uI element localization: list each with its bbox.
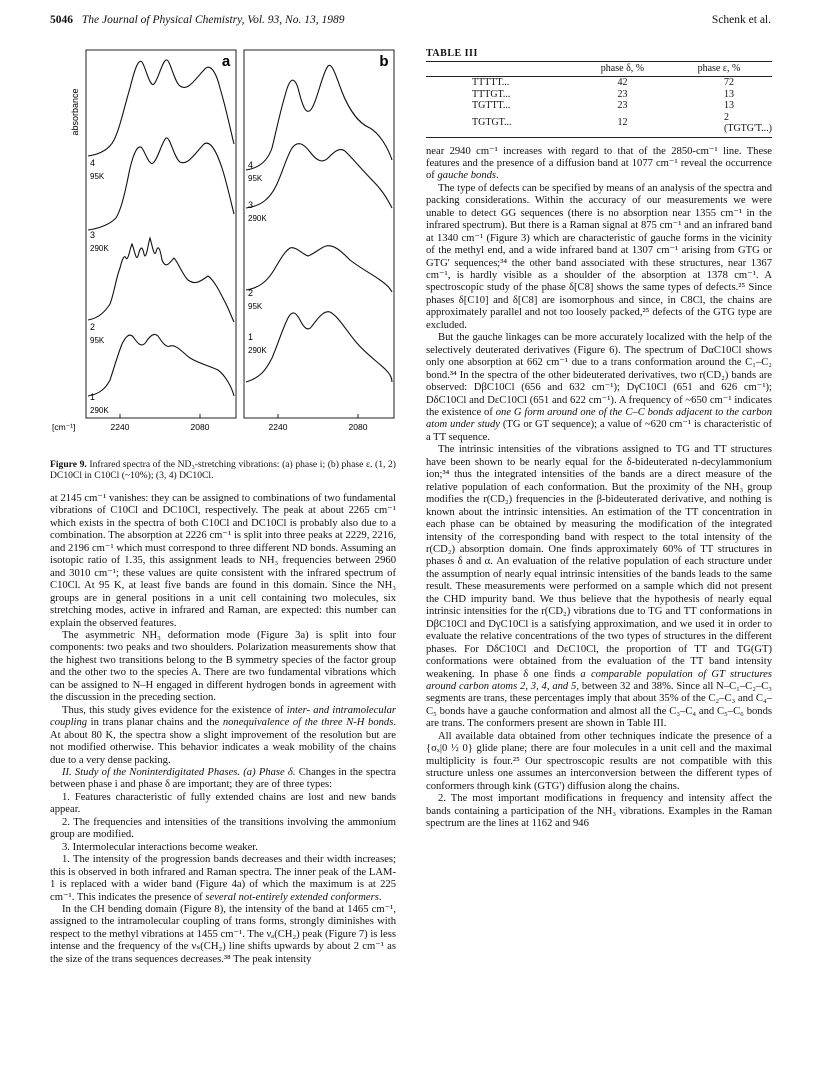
paragraph: 2. The most important modifications in frequency and intensity affect the bands containing a participation of the NH₃ vibrations. Examples in the Raman spectrum are the lines at 1162 and 946	[426, 793, 772, 829]
tick-b-2240: 2240	[268, 422, 288, 432]
cell-epsilon: 13	[724, 88, 734, 100]
journal-name: The Journal of Physical Chemistry, Vol. 93, No. 13, 1989	[81, 14, 345, 26]
trace-b3	[246, 144, 392, 208]
x-unit-label: [cm⁻¹]	[52, 422, 76, 432]
table-row	[426, 100, 772, 112]
label-a1-num: 1	[90, 392, 96, 402]
text-run: , between 32 and 38%. Since all N–C₁–C₂–C₃ segments are trans, these percentages imply that about 35% of the C₂–C₃ and C₄–C₅ bonds have a gauche conformation and almost all the C₃–C₄ and C₅–C₆ bonds are trans. The conformers present are shown in Table III.	[426, 680, 772, 730]
label-b4-num: 4	[248, 160, 254, 170]
y-axis-label: absorbance	[70, 88, 80, 136]
italic-run: inter- and intramolecular coupling	[50, 704, 396, 729]
cell-delta: 23	[617, 88, 628, 100]
label-a2-num: 2	[90, 322, 96, 332]
cell-epsilon: 13	[724, 100, 734, 111]
text-run: Thus, this study gives evidence for the existence of	[62, 704, 287, 716]
figure-9-spectra	[50, 48, 396, 453]
paragraph	[426, 146, 772, 183]
label-a4-num: 4	[90, 158, 96, 168]
cell-delta: 23	[617, 100, 628, 111]
page-header	[50, 14, 771, 30]
trace-a1	[88, 334, 234, 396]
label-b3-temp: 290K	[248, 214, 267, 223]
list-item: 3. Intermolecular interactions become weaker.	[62, 841, 258, 853]
list-item: 1. Features characteristic of fully extended chains are lost and new bands appear.	[50, 791, 396, 816]
text-run: 1. The intensity of the progression bands decreases and their width increases; this is observed in both infrared and Raman spectra. The inner peak of the LAM-1 is replaced with a wider band (Figure 4a) of which the maximum is at 225 cm⁻¹. This indicates the presence of	[50, 854, 396, 903]
paragraph: In the CH bending domain (Figure 8), the intensity of the band at 1465 cm⁻¹, assigned to the intramolecular coupling of trans forms, strongly diminishes with respect to the methyl vibrations at 1455 cm⁻¹. The νₐ(CH₂) peak (Figure 7) is less intense and the frequency of the νₛ(CH₂) line shifts upwards by about 2 cm⁻¹ as the size of the trans sequences decreases.³⁸ The peak intensity	[50, 903, 396, 965]
text-run: . At about 80 K, the spectra show a slight improvement of the resolution but are not modified otherwise. This behavior indicates a weak mobility of the chains due to a very dense packing.	[50, 717, 396, 766]
label-a3-temp: 290K	[90, 244, 109, 253]
panel-a-frame	[86, 50, 236, 418]
paragraph: The type of defects can be specified by means of an analysis of the spectra and packing considerations. Within the accuracy of our measurements we were unable to detect GG sequences (there is no absorption near 1355 cm⁻¹ in the infrared spectrum). But there is a Raman signal at 875 cm⁻¹ and an infrared band at 1340 cm⁻¹ (Figure 3) which are characteristic of gauche forms in the vicinity of the methyl end, and a wide infrared band at 1307 cm⁻¹ arising from GTG or GTG' sequences;³⁴ the other band associated with these structures, near 1367 cm⁻¹, is hardly visible as a shoulder of the absorption at 1378 cm⁻¹. A spectroscopic study of the phase δ[C8] shows the same types of defects.²⁵ Since phases δ[C10] and δ[C8] are isomorphous and since, in C8Cl, the chains are approximately parallel and not too loosely packed,²⁵ defects of the GTG type are excluded.	[426, 182, 772, 331]
label-b3-num: 3	[248, 200, 254, 210]
right-body	[426, 146, 772, 831]
figure-caption	[50, 459, 396, 481]
cell-conformer: TTTGT...	[472, 88, 511, 100]
panel-b-frame	[244, 50, 394, 418]
table-row	[426, 77, 772, 89]
list-item: 2. The frequencies and intensities of the transitions involving the ammonium group are modified.	[50, 816, 396, 841]
label-b4-temp: 95K	[248, 174, 263, 183]
figure-9	[50, 48, 396, 453]
cell-conformer: TGTGT...	[426, 112, 579, 138]
text-run: near 2940 cm⁻¹ increases with regard to that of the 2850-cm⁻¹ line. These features and the presence of a diffusion band at 1077 cm⁻¹ reveal the occurrence of	[426, 145, 772, 182]
paragraph	[50, 705, 396, 767]
text-run: .	[378, 891, 382, 903]
figure-caption-label: Figure 9.	[50, 459, 87, 470]
paragraph: at 2145 cm⁻¹ vanishes: they can be assigned to combinations of two fundamental vibrations of C10Cl and DC10Cl, respectively. The peak at about 2265 cm⁻¹ which exists in the spectra of both C10Cl and DC10Cl is probably also due to a combination. The absorption at 2226 cm⁻¹ is split into three peaks at 2229, 2216, and 2196 cm⁻¹ which must correspond to three different ND bonds. Assuming an isotopic ratio of 1.35, this assignment leads to NH₃ frequencies between 2960 and 3010 cm⁻¹; these values are quite consistent with the infrared spectrum of C10Cl. At 95 K, at least five bands are found in this domain. Since the NH₃ groups are in general positions in a unit cell containing two molecules, six stretching modes, active in infrared and Raman, are expected: this number can explain the observed features.	[50, 493, 396, 629]
text-run: .	[496, 170, 499, 182]
table-title: TABLE III	[426, 48, 478, 59]
label-a3-num: 3	[90, 230, 96, 240]
cell-delta: 12	[579, 112, 666, 138]
italic-run: gauche bonds	[437, 170, 497, 182]
paragraph: The asymmetric NH₃ deformation mode (Figure 3a) is split into four components: two peaks and two shoulders. Polarization measurements show that the highest two transitions belong to the B symmetry species of the factor group and the other two to the species A. There are two fundamental vibrations which can be assigned to N–H engaged in different hydrogen bonds in agreement with the discussion in the preceding section.	[50, 629, 396, 704]
label-b2-num: 2	[248, 288, 254, 298]
italic-run: one G form around one of the C–C bonds adjacent to the carbon atom under study	[426, 407, 772, 431]
trace-b4	[246, 65, 392, 170]
text-run: in trans planar chains and the	[87, 717, 223, 729]
cell-conformer: TGTTT...	[472, 100, 511, 111]
cell-delta: 42	[617, 77, 628, 88]
section-heading-paragraph	[50, 767, 396, 792]
table-row	[426, 112, 772, 138]
trace-a3	[88, 138, 234, 230]
left-column	[50, 48, 396, 966]
tick-a-2080: 2080	[190, 422, 210, 432]
label-b1-num: 1	[248, 332, 254, 342]
table-header-phase-delta: phase δ, %	[579, 62, 666, 77]
trace-b2	[246, 246, 392, 292]
panel-b-letter: b	[379, 53, 389, 70]
italic-run: nonequivalence of the three N-H bonds	[222, 717, 394, 729]
tick-b-2080: 2080	[348, 422, 368, 432]
trace-a2	[88, 238, 234, 322]
label-a4-temp: 95K	[90, 172, 105, 181]
header-authors: Schenk et al.	[711, 14, 771, 26]
text-run: The intrinsic intensities of the vibrations assigned to TG and TT structures have been shown to be nearly equal for the δ-bideuterated n-decylammonium ion;³⁴ thus the integrated intensities of the bands are a direct measure of the relative population of each conformation. But the proximity of the NH₃ group modifies the r(CD₂) frequencies in the β-bideuterated derivative, and nothing is known about the intrinsic intensities. An estimation of the TT concentration in each phase can be obtained by measuring the modification of the integrated intensity of the corresponding band with respect to the total intensity of the r(CD₂) absorption domain. One finds approximately 60% of TT structures in phases δ and α. An evaluation of the relative population of each structure under the assumption of nearly equal intrinsic intensities of the bands leads to the same result. These measurements were performed on a sample which did not present the CHD impurity band. We thus believe that the hypothesis of nearly equal intrinsic intensities for the r(CD₂) vibrations due to TG and TT conformations in DβC10Cl and DγC10Cl is a satisfying approximation, and we used it in order to evaluate the relative concentrations of the two types of structures in the different phases. For DδC10Cl and DεC10Cl, the proportion of TT and TG(GT) conformations were obtained from the evaluation of the TT band intensity weakening.	[426, 444, 772, 680]
trace-a4	[88, 60, 234, 156]
paragraph	[50, 854, 396, 904]
table-header-empty	[426, 62, 579, 77]
paragraph: All available data obtained from other techniques indicate the presence of a {σₓ|0 ½ 0} glide plane; there are four molecules in a unit cell and the maximal multiplicity is four.²⁵ Our spectroscopic results are not compatible with this structure unless one assumes an interconversion between the different types of conformers through kink (GTG') diffusion along the chains.	[426, 730, 772, 792]
italic-run: several not-entirely extended conformers	[205, 891, 379, 903]
text-run: In phase δ one finds	[474, 668, 581, 680]
page-number: 5046	[50, 14, 73, 26]
label-b1-temp: 290K	[248, 346, 267, 355]
label-b2-temp: 95K	[248, 302, 263, 311]
cell-conformer: TTTTT...	[472, 77, 510, 88]
section-heading: II. Study of the Noninterdigitated Phases. (a) Phase δ.	[62, 766, 296, 778]
text-run: (TG or GT sequence); a value of ~620 cm⁻¹ is characteristic of a TT sequence.	[426, 419, 772, 443]
left-body	[50, 493, 396, 966]
trace-b1	[246, 312, 392, 382]
paragraph	[426, 332, 772, 444]
table-header-row	[426, 62, 772, 77]
label-a2-temp: 95K	[90, 336, 105, 345]
label-a1-temp: 290K	[90, 406, 109, 415]
figure-caption-text: Infrared spectra of the ND₃-stretching vibrations: (a) phase i; (b) phase ε. (1, 2) DC10Cl in C10Cl (~10%); (3, 4) DC10Cl.	[50, 459, 396, 481]
right-column	[426, 48, 772, 830]
text-run: But the gauche linkages can be more accurately localized with the help of the selectively deuterated derivatives (Figure 6). The spectrum of DαC10Cl shows only one absorption at 662 cm⁻¹ due to a trans conformation around the C₁–C₂ bond.³⁴ In the spectra of the other bideuterated derivatives, two r(CD₂) bands are observed: DβC10Cl (656 and 632 cm⁻¹); DγC10Cl (651 and 626 cm⁻¹); DδC10Cl and DεC10Cl (651 and 622 cm⁻¹). A frequency of ~650 cm⁻¹ indicates the existence of	[426, 332, 772, 419]
header-left	[50, 14, 344, 26]
table-iii	[426, 61, 772, 138]
tick-a-2240: 2240	[110, 422, 130, 432]
cell-epsilon: 72	[724, 77, 734, 88]
text-run: Changes in the spectra between phase i and phase δ are important; they are of three types:	[50, 766, 396, 791]
table-row	[426, 89, 772, 101]
panel-a-letter: a	[221, 53, 231, 70]
cell-epsilon: 2 (TGTG'T...)	[666, 112, 772, 138]
table-header-phase-epsilon: phase ε, %	[666, 62, 772, 77]
italic-run: a comparable population of GT structures around carbon atoms 2, 3, 4, and 5	[426, 668, 773, 692]
paragraph	[426, 444, 772, 730]
